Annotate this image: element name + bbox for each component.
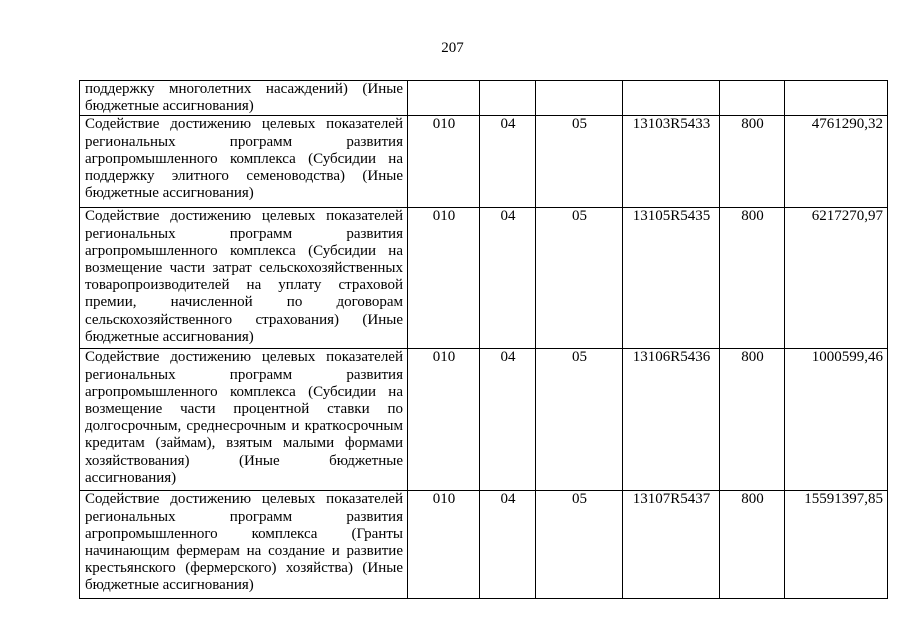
ministry-code: 010 (408, 116, 480, 208)
page-number: 207 (441, 40, 464, 56)
subsection-code: 05 (536, 349, 623, 491)
section-code: 04 (480, 491, 536, 599)
row-description: Содействие достижению целевых показателей региональных программ развития агропромышленного комплекса (Субсидии на поддержку элитного семеноводства) (Иные бюджетные ассигнования) (80, 116, 408, 208)
table-row (80, 116, 888, 208)
expense-type-code (720, 81, 785, 116)
amount: 6217270,97 (785, 208, 888, 349)
table-row (80, 491, 888, 599)
row-description: поддержку многолетних насаждений) (Иные бюджетные ассигнования) (80, 81, 408, 116)
row-description: Содействие достижению целевых показателей региональных программ развития агропромышленного комплекса (Гранты начинающим фермерам на создание и развитие крестьянского (фермерского) хозяйства) (Иные бюджетные ассигнования) (80, 491, 408, 599)
ministry-code: 010 (408, 208, 480, 349)
section-code: 04 (480, 349, 536, 491)
ministry-code (408, 81, 480, 116)
table-row (80, 349, 888, 491)
row-description: Содействие достижению целевых показателей региональных программ развития агропромышленного комплекса (Субсидии на возмещение части процентной ставки по долгосрочным, среднесрочным и краткосрочным кредитам (займам), взятым малыми формами хозяйствования) (Иные бюджетные ассигнования) (80, 349, 408, 491)
section-code: 04 (480, 116, 536, 208)
target-article-code: 13103R5433 (623, 116, 720, 208)
subsection-code: 05 (536, 208, 623, 349)
row-description: Содействие достижению целевых показателей региональных программ развития агропромышленного комплекса (Субсидии на возмещение части затрат сельскохозяйственных товаропроизводителей на уплату страховой премии, начисленной по договорам сельскохозяйственного страхования) (Иные бюджетные ассигнования) (80, 208, 408, 349)
subsection-code: 05 (536, 116, 623, 208)
ministry-code: 010 (408, 349, 480, 491)
expense-type-code: 800 (720, 208, 785, 349)
table-row (80, 81, 888, 116)
table-row (80, 208, 888, 349)
section-code (480, 81, 536, 116)
ministry-code: 010 (408, 491, 480, 599)
target-article-code: 13107R5437 (623, 491, 720, 599)
expense-type-code: 800 (720, 116, 785, 208)
expense-type-code: 800 (720, 349, 785, 491)
subsection-code: 05 (536, 491, 623, 599)
amount: 1000599,46 (785, 349, 888, 491)
amount: 4761290,32 (785, 116, 888, 208)
amount (785, 81, 888, 116)
budget-table (79, 80, 888, 599)
expense-type-code: 800 (720, 491, 785, 599)
target-article-code (623, 81, 720, 116)
subsection-code (536, 81, 623, 116)
amount: 15591397,85 (785, 491, 888, 599)
section-code: 04 (480, 208, 536, 349)
target-article-code: 13106R5436 (623, 349, 720, 491)
target-article-code: 13105R5435 (623, 208, 720, 349)
